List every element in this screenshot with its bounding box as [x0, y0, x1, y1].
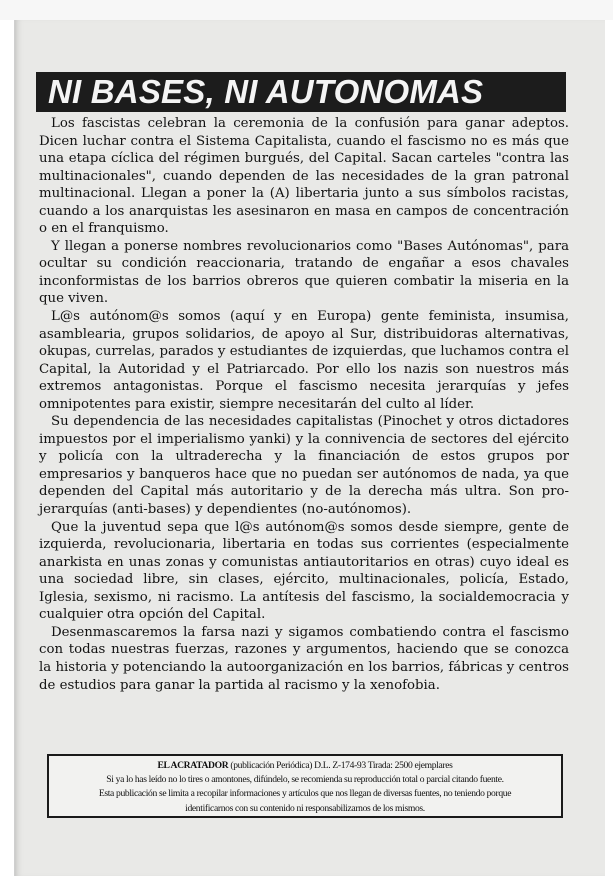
paragraph: Desenmascaremos la farsa nazi y sigamos combatiendo contra el fascismo con todas nuestras fuerzas, razones y argumentos, haciendo que se conozca la historia y potenciando la autoorganización en los barrios, fábricas y centros de estudios para ganar la partida al racismo y la xenofobia. [39, 624, 569, 693]
publication-name: EL ACRATADOR [157, 760, 229, 771]
publication-footer [47, 754, 563, 818]
paragraph: Y llegan a ponerse nombres revolucionarios como "Bases Autónomas", para ocultar su condición reaccionaria, tratando de engañar a esos chavales inconformistas de los barrios obreros que quieren combatir la miseria en la que viven. [39, 238, 569, 307]
paragraph: L@s autónom@s somos (aquí y en Europa) gente feminista, insumisa, asamblearia, grupos solidarios, de apoyo al Sur, distribuidoras alternativas, okupas, currelas, parados y estudiantes de izquierdas, que luchamos contra el Capital, la Autoridad y el Patriarcado. Por ello los nazis son nuestros más extremos antagonistas. Porque el fascismo necesita jerarquías y jefes omnipotentes para existir, siempre necesitarán del culto al líder. [39, 309, 569, 412]
footer-note: Si ya lo has leído no lo tires o amontones, difúndelo, se recomienda su reproducción total o parcial citando fuente. [106, 774, 504, 786]
paragraph: Que la juventud sepa que l@s autónom@s somos desde siempre, gente de izquierda, revolucionaria, libertaria en todas sus corrientes (especialmente anarkista en unas zonas y comunistas antiautoritarios en otras) cuyo ideal es una sociedad libre, sin clases, ejército, multinacionales, policía, Estado, Iglesia, sexismo, ni racismo. La antítesis del fascismo, la socialdemocracia y cualquier otra opción del Capital. [39, 519, 569, 623]
page-title: NI BASES, NI AUTONOMAS [48, 73, 484, 110]
publication-details: (publicación Periódica) D.L. Z-174-93 Tirada: 2500 ejemplares [230, 760, 453, 771]
footer-disclaimer: Esta publicación se limita a recopilar informaciones y artículos que nos llegan de diversas fuentes, no teniendo porque [98, 788, 512, 800]
article-body [39, 115, 569, 694]
paragraph: Los fascistas celebran la ceremonia de la confusión para ganar adeptos. Dicen luchar contra el Sistema Capitalista, cuando el fascismo no es más que una etapa cíclica del régimen burgués, del Capital. Sacan carteles "contra las multinacionales", cuando dependen de las necesidades de la gran patronal multinacional. Llegan a poner la (A) libertaria junto a sus símbolos racistas, cuando a los anarquistas les asesinaron en masa en campos de concentración o en el franquismo. [39, 116, 569, 237]
paragraph: Su dependencia de las necesidades capitalistas (Pinochet y otros dictadores impuestos por el imperialismo yanki) y la connivencia de sectores del ejército y policía con la ultraderecha y la financiación de estos grupos por empresarios y banqueros hace que no puedan ser autónomos de nada, ya que dependen del Capital más autoritario y de la derecha más ultra. Son pro-jerarquías (anti-bases) y dependientes (no-autónomos). [39, 414, 569, 518]
title-banner [36, 72, 566, 112]
page-top-edge [0, 0, 613, 20]
footer-disclaimer-end: identificarnos con su contenido ni responsabilizarnos de los mismos. [185, 802, 425, 814]
footer-masthead [49, 759, 561, 773]
